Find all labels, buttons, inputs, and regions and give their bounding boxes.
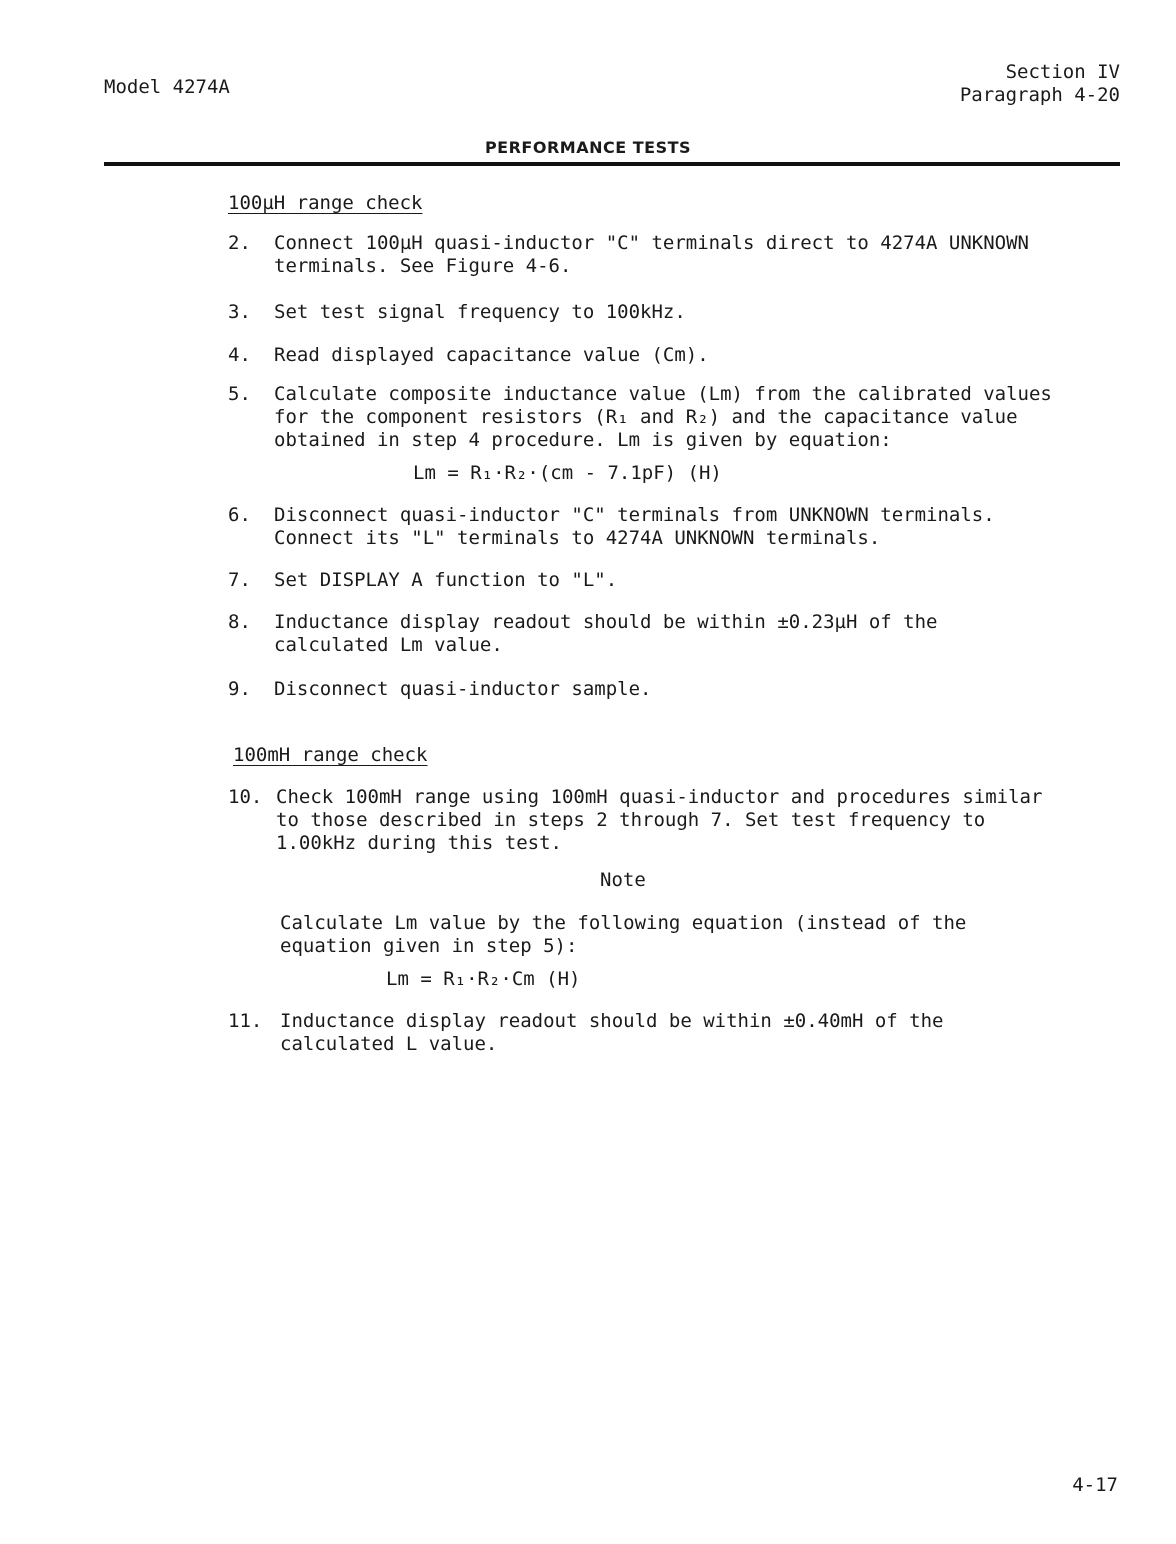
equation-lm-100mH: Lm = R₁·R₂·Cm (H) <box>386 968 581 990</box>
step-8 <box>228 611 1058 657</box>
step-number: 5. <box>228 383 251 405</box>
step-3 <box>228 301 1058 324</box>
step-5 <box>228 383 1058 452</box>
step-11 <box>228 1010 1058 1056</box>
range-check-heading-100uH: 100µH range check <box>228 192 423 214</box>
step-4 <box>228 344 1058 367</box>
step-text: Inductance display readout should be within ±0.40mH of the calculated L value. <box>280 1010 944 1055</box>
page-number: 4-17 <box>1072 1474 1118 1496</box>
step-number: 10. <box>228 786 263 808</box>
step-text: Read displayed capacitance value (Cm). <box>274 344 709 366</box>
step-2 <box>228 232 1058 278</box>
step-text: Set DISPLAY A function to "L". <box>274 569 618 591</box>
note-text: Calculate Lm value by the following equation (instead of the equation given in step 5): <box>280 912 967 957</box>
step-text: Disconnect quasi-inductor sample. <box>274 678 652 700</box>
note-label: Note <box>600 869 646 891</box>
step-text: Set test signal frequency to 100kHz. <box>274 301 686 323</box>
step-number: 4. <box>228 344 251 366</box>
step-number: 11. <box>228 1010 263 1032</box>
step-number: 9. <box>228 678 251 700</box>
model-label: Model 4274A <box>104 76 230 98</box>
step-10 <box>228 786 1058 855</box>
step-number: 8. <box>228 611 251 633</box>
step-text: Check 100mH range using 100mH quasi-inductor and procedures similar to those described in steps 2 through 7. Set test frequency to 1.00kHz during this test. <box>276 786 1043 854</box>
step-text: Inductance display readout should be within ±0.23µH of the calculated Lm value. <box>274 611 938 656</box>
section-reference <box>960 61 1120 107</box>
step-number: 7. <box>228 569 251 591</box>
page-title: PERFORMANCE TESTS <box>484 138 692 157</box>
step-6 <box>228 504 1058 550</box>
step-9 <box>228 678 1058 701</box>
range-check-heading-100mH: 100mH range check <box>233 744 428 766</box>
step-number: 3. <box>228 301 251 323</box>
step-7 <box>228 569 1058 592</box>
step-text: Calculate composite inductance value (Lm) from the calibrated values for the component resistors (R₁ and R₂) and the capacitance value obtained in step 4 procedure. Lm is given by equation: <box>274 383 1052 451</box>
paragraph-label: Paragraph 4-20 <box>959 84 1120 106</box>
title-rule <box>104 162 1120 166</box>
step-number: 6. <box>228 504 251 526</box>
section-label: Section IV <box>1005 61 1120 83</box>
step-number: 2. <box>228 232 251 254</box>
step-text: Connect 100µH quasi-inductor "C" terminals direct to 4274A UNKNOWN terminals. See Figure 4-6. <box>274 232 1029 277</box>
equation-lm-100uH: Lm = R₁·R₂·(cm - 7.1pF) (H) <box>413 462 722 484</box>
step-text: Disconnect quasi-inductor "C" terminals from UNKNOWN terminals. Connect its "L" terminals to 4274A UNKNOWN terminals. <box>274 504 995 549</box>
